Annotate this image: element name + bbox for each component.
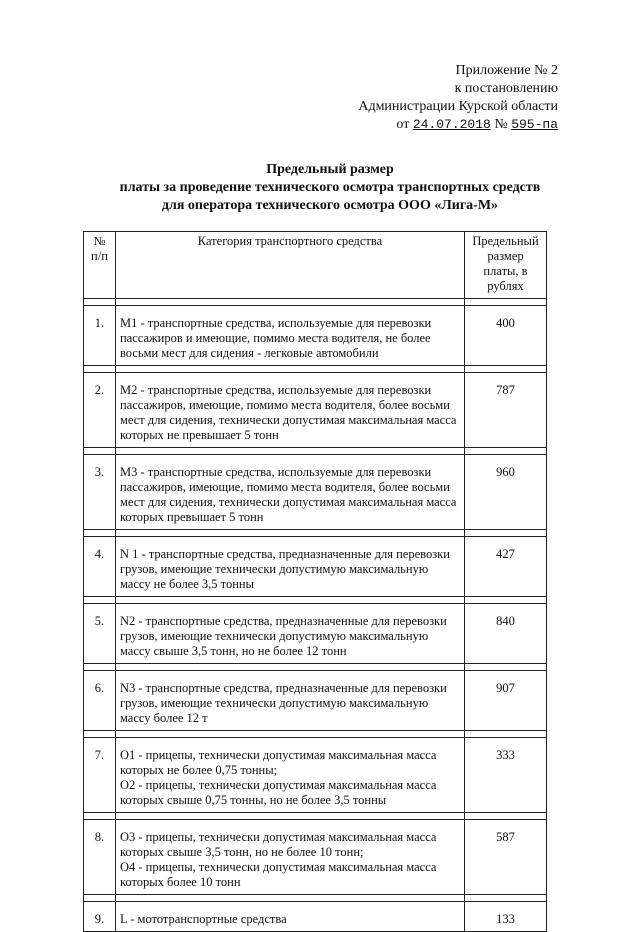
header-price: Предельный размер платы, в рублях (465, 232, 547, 299)
row-category (115, 671, 464, 731)
appendix-date-line (358, 116, 558, 134)
row-spacer (84, 895, 547, 902)
spacer-cell (84, 731, 116, 738)
row-number: 5. (84, 604, 116, 664)
spacer-cell (465, 530, 547, 537)
spacer-cell (465, 895, 547, 902)
spacer-cell (115, 731, 464, 738)
category-text: O1 - прицепы, технически допустимая максимальная масса которых не более 0,75 тонны; (119, 748, 437, 777)
category-text: N 1 - транспортные средства, предназначенные для перевозки грузов, имеющие технически допустимую максимальную массу не более 3,5 тонны (119, 547, 450, 591)
row-price: 907 (465, 671, 547, 731)
table-row (84, 373, 547, 448)
spacer-cell (115, 813, 464, 820)
appendix-resolution: к постановлению (454, 81, 558, 96)
row-category (115, 455, 464, 530)
row-price: 840 (465, 604, 547, 664)
category-text: O2 - прицепы, технически допустимая максимальная масса которых свыше 0,75 тонны, но не более 3,5 тонны (119, 778, 437, 807)
row-spacer (84, 731, 547, 738)
table-row (84, 671, 547, 731)
row-spacer (84, 597, 547, 604)
category-text: N3 - транспортные средства, предназначенные для перевозки грузов, имеющие технически допустимую максимальную массу более 12 т (119, 681, 447, 725)
category-text: M3 - транспортные средства, используемые для перевозки пассажиров, имеющие, помимо места водителя, более восьми мест для сидения, технически допустимая максимальная масса которых превышает 5 тонн (119, 465, 457, 524)
row-spacer (84, 448, 547, 455)
spacer-cell (84, 813, 116, 820)
appendix-title: Приложение № 2 (455, 63, 558, 78)
row-spacer (84, 530, 547, 537)
price-table (83, 231, 547, 932)
row-number: 8. (84, 820, 116, 895)
spacer-cell (115, 664, 464, 671)
table-row (84, 306, 547, 366)
header-category: Категория транспортного средства (115, 232, 464, 299)
spacer-cell (465, 448, 547, 455)
spacer-cell (84, 895, 116, 902)
row-category (115, 306, 464, 366)
row-category (115, 738, 464, 813)
row-category (115, 604, 464, 664)
row-category (115, 820, 464, 895)
row-number: 2. (84, 373, 116, 448)
spacer-cell (84, 366, 116, 373)
row-spacer (84, 299, 547, 306)
table-row (84, 455, 547, 530)
table-body (84, 299, 547, 932)
spacer-cell (115, 597, 464, 604)
row-category (115, 537, 464, 597)
category-text: L - мототранспортные средства (119, 912, 287, 926)
spacer-cell (115, 895, 464, 902)
spacer-cell (465, 813, 547, 820)
row-price: 400 (465, 306, 547, 366)
table-row (84, 604, 547, 664)
resolution-date: 24.07.2018 (412, 117, 491, 132)
table-row (84, 537, 547, 597)
spacer-cell (84, 597, 116, 604)
spacer-cell (84, 448, 116, 455)
row-category (115, 373, 464, 448)
spacer-cell (84, 530, 116, 537)
document-title (60, 161, 600, 215)
spacer-cell (115, 366, 464, 373)
category-text: O4 - прицепы, технически допустимая максимальная масса которых более 10 тонн (119, 860, 437, 889)
row-number: 3. (84, 455, 116, 530)
row-price: 787 (465, 373, 547, 448)
row-price: 333 (465, 738, 547, 813)
table-row (84, 820, 547, 895)
appendix-authority: Администрации Курской области (358, 99, 558, 114)
spacer-cell (465, 597, 547, 604)
category-text: O3 - прицепы, технически допустимая максимальная масса которых свыше 3,5 тонн, но не более 10 тонн; (119, 830, 437, 859)
row-number: 4. (84, 537, 116, 597)
row-number: 6. (84, 671, 116, 731)
row-price: 133 (465, 902, 547, 932)
spacer-cell (115, 448, 464, 455)
spacer-cell (115, 299, 464, 306)
spacer-cell (84, 664, 116, 671)
row-spacer (84, 813, 547, 820)
spacer-cell (465, 731, 547, 738)
category-text: M1 - транспортные средства, используемые для перевозки пассажиров и имеющие, помимо места водителя, не более восьми мест для сидения - легковые автомобили (119, 316, 432, 360)
spacer-cell (115, 530, 464, 537)
row-spacer (84, 664, 547, 671)
row-price: 960 (465, 455, 547, 530)
title-line-3: для оператора технического осмотра ООО «Лига-М» (161, 198, 499, 213)
title-line-2: платы за проведение технического осмотра транспортных средств (119, 180, 541, 195)
category-text: M2 - транспортные средства, используемые для перевозки пассажиров, имеющие, помимо места водителя, более восьми мест для сидения, технически допустимая максимальная масса которых не превышает 5 тонн (119, 383, 457, 442)
date-prefix: от (396, 117, 410, 132)
number-prefix: № (494, 117, 508, 132)
header-num: № п/п (84, 232, 116, 299)
category-text: N2 - транспортные средства, предназначенные для перевозки грузов, имеющие технически допустимую максимальную массу свыше 3,5 тонн, но не более 12 тонн (119, 614, 447, 658)
row-number: 1. (84, 306, 116, 366)
row-number: 9. (84, 902, 116, 932)
spacer-cell (465, 366, 547, 373)
table-row (84, 902, 547, 932)
spacer-cell (465, 299, 547, 306)
row-number: 7. (84, 738, 116, 813)
row-spacer (84, 366, 547, 373)
row-category (115, 902, 464, 932)
appendix-block (358, 62, 558, 134)
resolution-number: 595-па (511, 117, 558, 132)
row-price: 587 (465, 820, 547, 895)
table-row (84, 738, 547, 813)
table-header-row (84, 232, 547, 299)
spacer-cell (84, 299, 116, 306)
row-price: 427 (465, 537, 547, 597)
title-line-1: Предельный размер (266, 162, 394, 177)
spacer-cell (465, 664, 547, 671)
